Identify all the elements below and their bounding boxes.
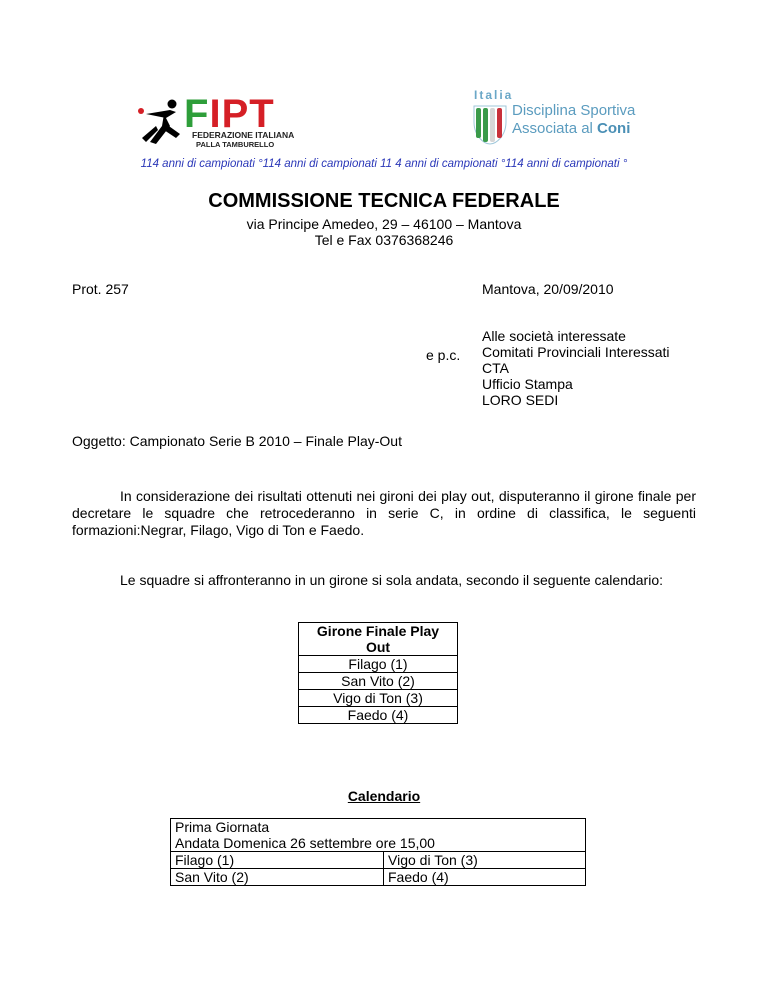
address-block <box>0 216 768 248</box>
anniversary-banner: 114 anni di campionati °114 anni di campionati 11 4 anni di campionati °114 anni di campionati ° <box>140 158 628 170</box>
protocol-number: Prot. 257 <box>72 281 129 297</box>
table-row <box>171 869 586 886</box>
address-line: via Principe Amedeo, 29 – 46100 – Mantova <box>246 216 522 232</box>
page-title: COMMISSIONE TECNICA FEDERALE <box>208 190 560 212</box>
recipient: LORO SEDI <box>482 392 559 408</box>
coni-italia-label: Italia <box>474 88 514 102</box>
girone-table <box>298 622 458 724</box>
girone-header: Girone Finale Play Out <box>299 623 458 656</box>
match-away: Vigo di Ton (3) <box>384 852 586 869</box>
coni-logo <box>468 86 664 148</box>
girone-team: Vigo di Ton (3) <box>299 690 458 707</box>
fipt-logo <box>136 92 306 152</box>
girone-team: San Vito (2) <box>299 673 458 690</box>
match-home: San Vito (2) <box>171 869 384 886</box>
body-paragraph: In considerazione dei risultati ottenuti nei gironi dei play out, disputeranno il girone finale per decretare le squadre che retrocederanno in serie C, in ordine di classifica, le seguenti formazioni:Negrar, Filago, Vigo di Ton e Faedo. <box>72 488 696 538</box>
recipient: Comitati Provinciali Interessati <box>482 344 670 360</box>
calendario-table <box>170 818 586 886</box>
fipt-subtitle: FEDERAZIONE ITALIANA <box>192 130 295 140</box>
recipient: Ufficio Stampa <box>482 376 573 392</box>
recipient: CTA <box>482 360 509 376</box>
fipt-wordmark: FIPT <box>184 92 275 136</box>
giornata-label: Prima Giornata <box>171 819 586 836</box>
recipients-prefix: e p.c. <box>426 347 461 363</box>
subject-line: Oggetto: Campionato Serie B 2010 – Finale Play-Out <box>72 433 402 449</box>
match-home: Filago (1) <box>171 852 384 869</box>
phone-line: Tel e Fax 0376368246 <box>314 232 454 248</box>
tamburello-player-icon <box>136 98 186 148</box>
girone-team: Faedo (4) <box>299 707 458 724</box>
letter-date: Mantova, 20/09/2010 <box>482 281 614 297</box>
andata-label: Andata Domenica 26 settembre ore 15,00 <box>171 835 586 852</box>
girone-team: Filago (1) <box>299 656 458 673</box>
coni-line-2: Associata al Coni <box>512 120 631 137</box>
coni-line-1: Disciplina Sportiva <box>512 102 636 119</box>
coni-stripes-icon <box>472 102 508 146</box>
recipients-list <box>482 328 670 408</box>
calendario-title: Calendario <box>347 788 421 804</box>
body-paragraph: Le squadre si affronteranno in un girone si sola andata, secondo il seguente calendario: <box>120 572 664 588</box>
fipt-subtitle-2: PALLA TAMBURELLO <box>196 140 275 149</box>
table-row <box>171 852 586 869</box>
recipient: Alle società interessate <box>482 328 626 344</box>
match-away: Faedo (4) <box>384 869 586 886</box>
